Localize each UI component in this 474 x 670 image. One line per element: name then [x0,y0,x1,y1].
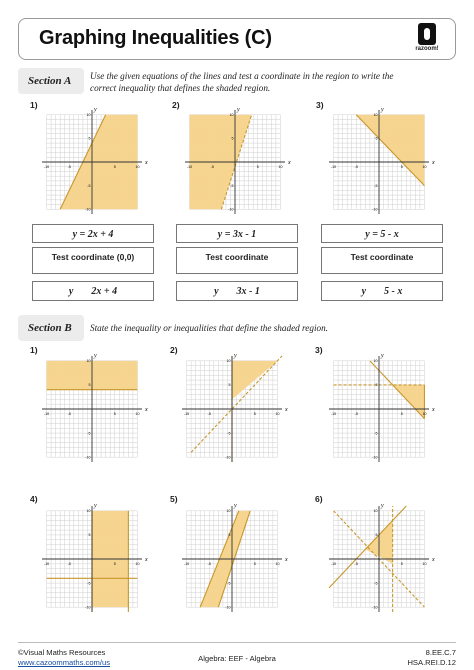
website-link[interactable]: www.cazoommaths.com/us [18,658,110,667]
x-tick-label: 5 [400,562,403,566]
test-coordinate-box[interactable] [32,247,154,274]
x-tick-label: 10 [422,562,427,566]
y-tick-label: -10 [85,455,91,460]
x-axis-label: x [432,557,435,563]
y-tick-label: 5 [375,533,378,538]
x-tick-label: -10 [183,412,190,416]
y-tick-label: -5 [87,183,91,188]
answer-variable: y [68,286,74,297]
x-axis-label: x [288,160,291,166]
y-tick-label: -5 [87,431,91,436]
x-tick-label: 10 [275,562,280,566]
x-tick-label: -5 [354,165,358,169]
y-tick-label: -5 [374,581,378,586]
x-tick-label: -5 [354,562,358,566]
x-tick-label: -10 [330,165,337,169]
y-axis-label: y [94,107,97,113]
x-tick-label: -5 [67,412,71,416]
y-axis-label: y [234,503,237,509]
question-number: 2) [172,100,180,110]
x-tick-label: -10 [43,562,50,566]
x-tick-label: 5 [253,562,256,566]
instruction-line-2: correct inequality that defines the shaded region. [90,83,271,93]
answer-expression: 5 - x [384,286,403,297]
subject-text: Algebra: EEF - Algebra [198,654,276,663]
equation-box: y = 5 - x [321,224,443,243]
test-coordinate-label: Test coordinate (0,0) [51,252,135,262]
x-tick-label: 10 [422,165,427,169]
section-a-instructions [90,70,460,94]
x-tick-label: -10 [186,165,193,169]
x-tick-label: 5 [256,165,259,169]
x-tick-label: -10 [43,165,50,169]
section-a-label: Section A [18,68,84,94]
x-axis-label: x [145,407,148,413]
standard-code-2: HSA.REI.D.12 [407,658,456,667]
question-number: 1) [30,345,38,355]
x-tick-label: 10 [422,412,427,416]
brand-logo [413,23,441,57]
y-tick-label: -5 [230,183,234,188]
y-tick-label: 10 [226,509,231,514]
section-b-label: Section B [18,315,84,341]
y-tick-label: -10 [372,605,378,610]
x-tick-label: 5 [400,165,403,169]
answer-box[interactable] [32,281,154,301]
x-tick-label: -5 [67,562,71,566]
x-tick-label: -5 [207,562,211,566]
question-number: 5) [170,494,178,504]
footer-divider [18,642,456,643]
x-tick-label: -10 [183,562,190,566]
graph-b5 [174,500,294,618]
y-tick-label: 10 [373,509,378,514]
graph-b1 [34,350,154,468]
question-number: 2) [170,345,178,355]
x-axis-label: x [145,160,148,166]
question-number: 4) [30,494,38,504]
equation-box: y = 3x - 1 [176,224,298,243]
y-tick-label: 5 [228,533,231,538]
y-tick-label: -10 [225,455,231,460]
y-axis-label: y [234,353,237,359]
y-axis-label: y [94,353,97,359]
y-tick-label: 10 [373,359,378,364]
x-tick-label: 10 [278,165,283,169]
x-axis-label: x [285,407,288,413]
question-number: 6) [315,494,323,504]
graph-b2 [174,350,294,468]
graph-a2 [177,104,297,220]
instruction-line-1: Use the given equations of the lines and test a coordinate in the region to write the [90,71,394,81]
y-axis-label: y [381,503,384,509]
test-coordinate-box[interactable] [176,247,298,274]
copyright-text: ©Visual Maths Resources [18,648,106,657]
x-tick-label: 5 [253,412,256,416]
x-tick-label: 5 [113,165,116,169]
logo-text: razoom! [415,46,439,52]
test-coordinate-box[interactable] [321,247,443,274]
y-tick-label: 5 [375,136,378,141]
x-tick-label: -5 [210,165,214,169]
x-axis-label: x [432,407,435,413]
answer-variable: y [361,286,367,297]
y-tick-label: 5 [231,136,234,141]
y-tick-label: 5 [375,383,378,388]
y-tick-label: -10 [85,207,91,212]
y-tick-label: 5 [88,533,91,538]
y-axis-label: y [94,503,97,509]
question-number: 1) [30,100,38,110]
x-tick-label: 10 [135,562,140,566]
x-tick-label: 10 [135,412,140,416]
y-tick-label: 5 [88,383,91,388]
y-axis-label: y [381,353,384,359]
x-axis-label: x [285,557,288,563]
graph-b6 [321,500,441,618]
y-tick-label: -10 [225,605,231,610]
answer-variable: y [214,286,219,297]
y-axis-label: y [381,107,384,113]
page-title: Graphing Inequalities (C) [39,27,272,49]
y-tick-label: 10 [373,112,378,117]
graph-a3 [321,104,441,220]
x-tick-label: -10 [330,562,337,566]
y-tick-label: -5 [227,431,231,436]
y-tick-label: -5 [374,183,378,188]
x-tick-label: 10 [275,412,280,416]
x-tick-label: -10 [330,412,337,416]
logo-mark-icon [418,23,436,45]
y-tick-label: 10 [226,359,231,364]
y-tick-label: 5 [228,383,231,388]
answer-expression: 3x - 1 [236,286,260,297]
y-tick-label: 5 [88,136,91,141]
graph-b3 [321,350,441,468]
question-number: 3) [315,345,323,355]
graph-a1 [34,104,154,220]
x-axis-label: x [432,160,435,166]
y-tick-label: 10 [86,112,91,117]
x-tick-label: 10 [135,165,140,169]
x-tick-label: 5 [113,412,116,416]
y-tick-label: 10 [86,359,91,364]
y-tick-label: 10 [229,112,234,117]
x-tick-label: -5 [67,165,71,169]
x-axis-label: x [145,557,148,563]
x-tick-label: -10 [43,412,50,416]
y-tick-label: -5 [87,581,91,586]
y-tick-label: -5 [374,431,378,436]
x-tick-label: -5 [354,412,358,416]
answer-box[interactable] [176,281,298,301]
x-tick-label: -5 [207,412,211,416]
x-tick-label: 5 [400,412,403,416]
answer-expression: 2x + 4 [91,286,118,297]
y-axis-label: y [237,107,240,113]
y-tick-label: -10 [228,207,234,212]
y-tick-label: 10 [86,509,91,514]
y-tick-label: -10 [372,455,378,460]
y-tick-label: -10 [85,605,91,610]
answer-box[interactable] [321,281,443,301]
graph-b4 [34,500,154,618]
y-tick-label: -5 [227,581,231,586]
title-banner [18,18,456,60]
section-b-instruction: State the inequality or inequalities that define the shaded region. [90,323,328,333]
test-coordinate-label: Test coordinate [205,252,269,262]
x-tick-label: 5 [113,562,116,566]
equation-box: y = 2x + 4 [32,224,154,243]
test-coordinate-label: Test coordinate [350,252,414,262]
standard-code-1: 8.EE.C.7 [425,648,456,657]
question-number: 3) [316,100,324,110]
y-tick-label: -10 [372,207,378,212]
footer [0,636,474,670]
